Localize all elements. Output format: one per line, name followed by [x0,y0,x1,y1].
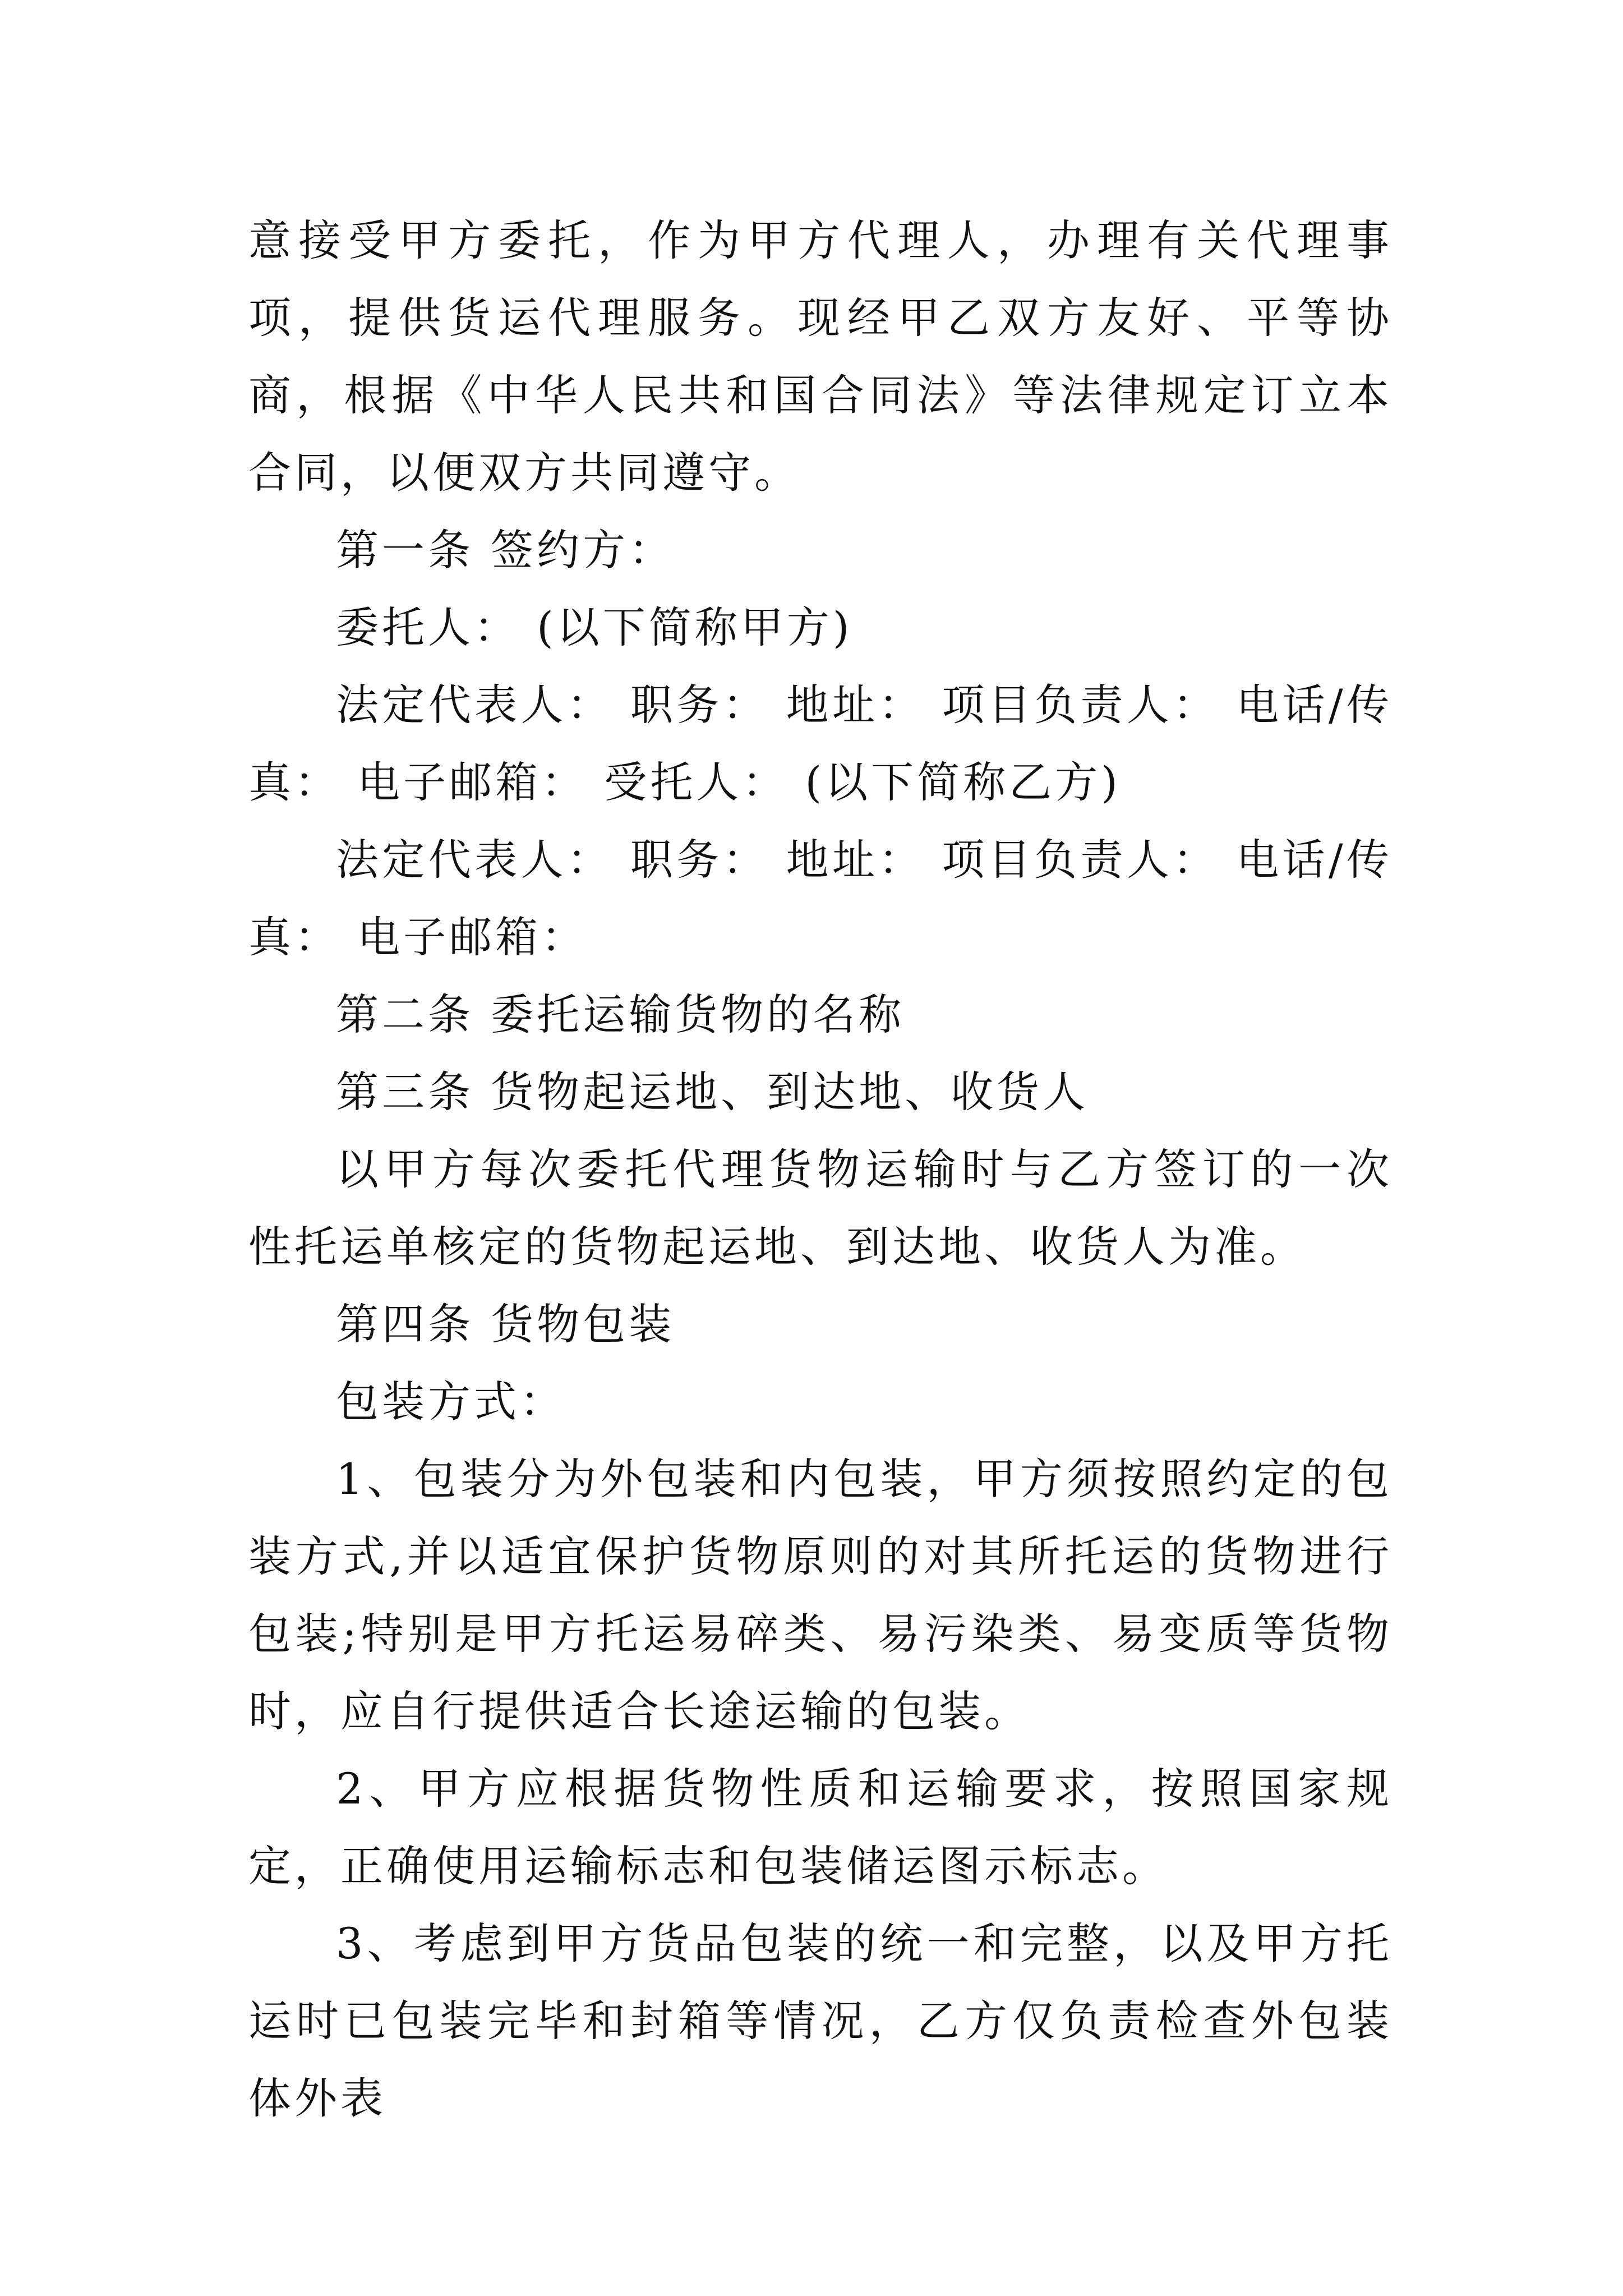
article-3-heading: 第三条 货物起运地、到达地、收货人 [336,1067,1089,1117]
principal-line: 委托人： (以下简称甲方) [336,602,853,652]
packaging-clause-1: 1、包装分为外包装和内包装，甲方须按照约定的包装方式,并以适宜保护货物原则的对其所托运的货物进行包装;特别是甲方托运易碎类、易污染类、易变质等货物时，应自行提供适合长途运输的包装。 [248,1454,1393,1736]
packaging-clause-2: 2、甲方应根据货物性质和运输要求，按照国家规定，正确使用运输标志和包装储运图示标志。 [248,1764,1393,1891]
article-2-heading: 第二条 委托运输货物的名称 [336,990,905,1039]
article-4-heading: 第四条 货物包装 [336,1299,675,1349]
article-3-body: 以甲方每次委托代理货物运输时与乙方签订的一次性托运单核定的货物起运地、到达地、收货人为准。 [248,1144,1393,1272]
packaging-method-label: 包装方式： [336,1377,566,1427]
article-1-heading: 第一条 签约方： [336,525,675,575]
principal-details: 法定代表人： 职务： 地址： 项目负责人： 电话/传真： 电子邮箱： 受托人： (以下简称乙方) [248,680,1393,807]
packaging-clause-3: 3、考虑到甲方货品包装的统一和完整，以及甲方托运时已包装完毕和封箱等情况，乙方仅负责检查外包装体外表 [248,1918,1393,2123]
agent-details: 法定代表人： 职务： 地址： 项目负责人： 电话/传真： 电子邮箱： [248,835,1393,962]
paragraph-intro: 意接受甲方委托，作为甲方代理人，办理有关代理事项，提供货运代理服务。现经甲乙双方友好、平等协商，根据《中华人民共和国合同法》等法律规定订立本合同，以便双方共同遵守。 [248,215,1393,498]
document-body [248,202,1393,2137]
